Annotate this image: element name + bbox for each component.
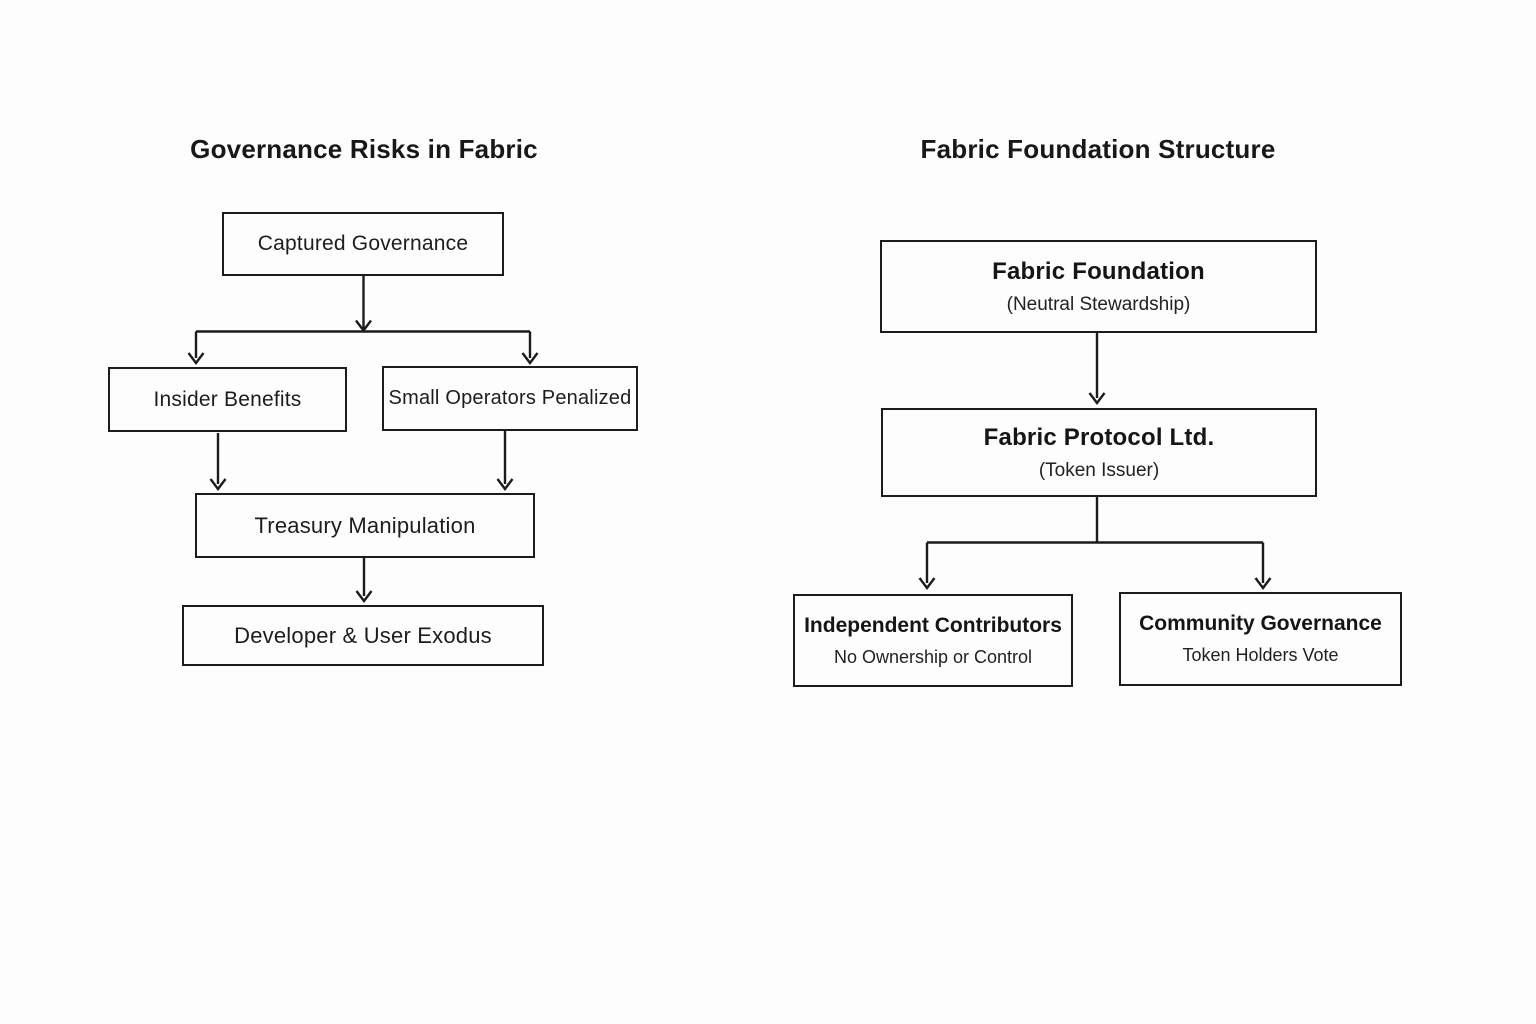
node-developer-user-exodus-label: Developer & User Exodus <box>234 622 492 648</box>
node-community-governance-title: Community Governance <box>1139 612 1382 635</box>
node-small-operators <box>382 366 638 431</box>
node-fabric-foundation-subtitle: (Neutral Stewardship) <box>1006 293 1191 315</box>
edge-protocol-to-split <box>920 497 1271 588</box>
edge-treasury-to-exodus <box>357 558 372 601</box>
node-treasury-manipulation-label: Treasury Manipulation <box>254 512 476 538</box>
node-captured-governance-label: Captured Governance <box>257 232 469 255</box>
edge-smallops-to-treasury <box>498 431 513 489</box>
node-developer-user-exodus <box>182 605 544 666</box>
left-diagram-title: Governance Risks in Fabric <box>190 134 538 164</box>
node-community-governance <box>1119 592 1402 686</box>
node-insider-benefits-label: Insider Benefits <box>153 387 302 411</box>
node-fabric-protocol-subtitle: (Token Issuer) <box>1038 459 1160 481</box>
node-independent-contributors-subtitle: No Ownership or Control <box>833 646 1033 667</box>
node-small-operators-label: Small Operators Penalized <box>388 387 632 409</box>
edge-insider-to-treasury <box>211 433 226 489</box>
edge-foundation-to-protocol <box>1090 333 1105 403</box>
right-diagram-title: Fabric Foundation Structure <box>920 134 1276 164</box>
node-fabric-foundation <box>880 240 1317 333</box>
node-treasury-manipulation <box>195 493 535 558</box>
node-independent-contributors <box>793 594 1073 687</box>
node-fabric-foundation-title: Fabric Foundation <box>992 257 1205 285</box>
node-insider-benefits <box>108 367 347 432</box>
node-community-governance-subtitle: Token Holders Vote <box>1182 645 1339 665</box>
node-captured-governance <box>222 212 504 276</box>
node-fabric-protocol <box>881 408 1317 497</box>
edge-captured-to-split <box>189 276 538 363</box>
node-fabric-protocol-title: Fabric Protocol Ltd. <box>983 423 1215 451</box>
node-independent-contributors-title: Independent Contributors <box>804 613 1062 637</box>
